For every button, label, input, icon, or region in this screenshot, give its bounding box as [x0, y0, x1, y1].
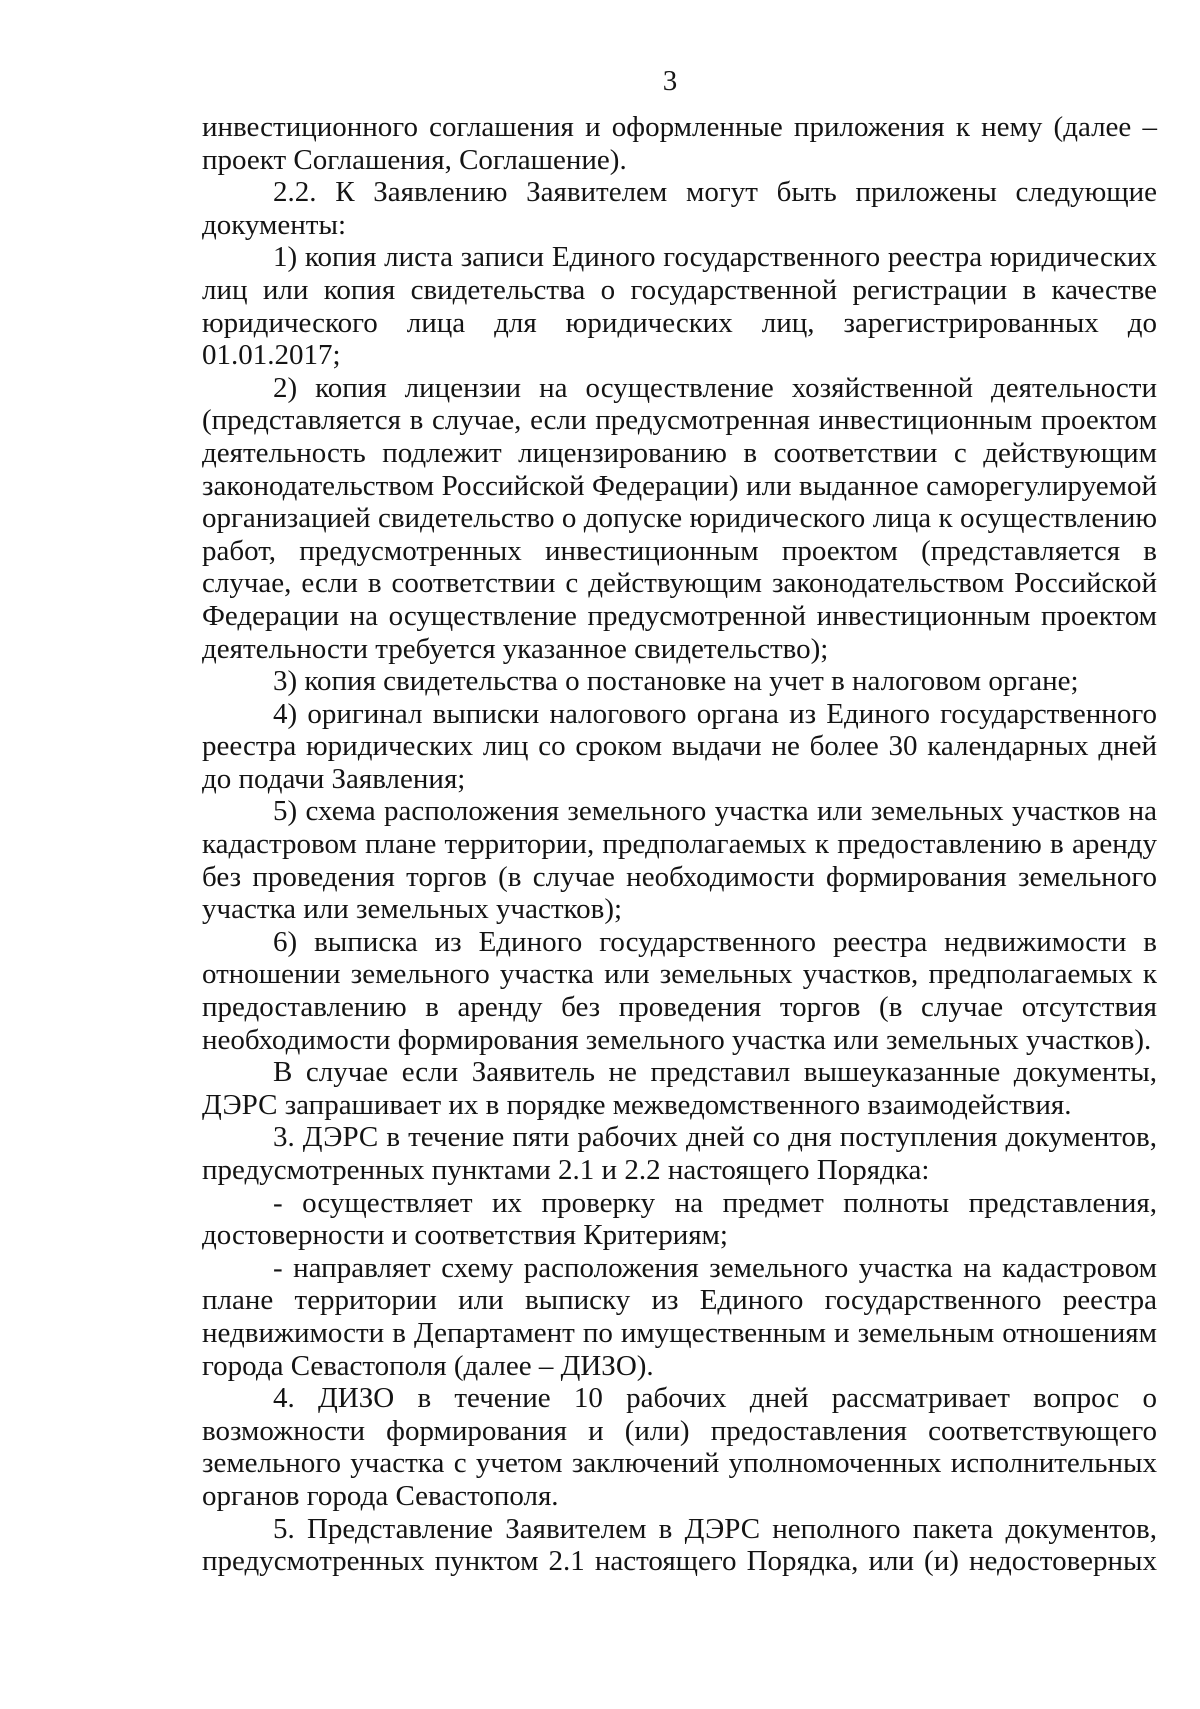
paragraph: 2) копия лицензии на осуществление хозяйственной деятельности (представляется в случае, если предусмотренная инвестиционным проектом деятельность подлежит лицензированию в соответствии с действующим законодательством Российской Федерации) или выданное саморегулируемой организацией свидетельство о допуске юридического лица к осуществлению работ, предусмотренных инвестиционным проектом (представляется в случае, если в соответствии с действующим законодательством Российской Федерации на осуществление предусмотренной инвестиционным проектом деятельности требуется указанное свидетельство);: [202, 371, 1157, 665]
paragraph: инвестиционного соглашения и оформленные приложения к нему (далее – проект Соглашения, Соглашение).: [202, 111, 1157, 176]
paragraph: 3. ДЭРС в течение пяти рабочих дней со дня поступления документов, предусмотренных пунктами 2.1 и 2.2 настоящего Порядка:: [202, 1121, 1157, 1186]
paragraph: В случае если Заявитель не представил вышеуказанные документы, ДЭРС запрашивает их в порядке межведомственного взаимодействия.: [202, 1056, 1157, 1121]
paragraph: 2.2. К Заявлению Заявителем могут быть приложены следующие документы:: [202, 176, 1157, 241]
document-body: [202, 111, 1157, 1578]
paragraph: - направляет схему расположения земельного участка на кадастровом плане территории или выписку из Единого государственного реестра недвижимости в Департамент по имущественным и земельным отношениям города Севастополя (далее – ДИЗО).: [202, 1251, 1157, 1382]
paragraph: 1) копия листа записи Единого государственного реестра юридических лиц или копия свидетельства о государственной регистрации в качестве юридического лица для юридических лиц, зарегистрированных до 01.01.2017;: [202, 241, 1157, 372]
paragraph: 5) схема расположения земельного участка или земельных участков на кадастровом плане территории, предполагаемых к предоставлению в аренду без проведения торгов (в случае необходимости формирования земельного участка или земельных участков);: [202, 795, 1157, 926]
paragraph: 6) выписка из Единого государственного реестра недвижимости в отношении земельного участка или земельных участков, предполагаемых к предоставлению в аренду без проведения торгов (в случае отсутствия необходимости формирования земельного участка или земельных участков).: [202, 925, 1157, 1056]
paragraph: - осуществляет их проверку на предмет полноты представления, достоверности и соответствия Критериям;: [202, 1186, 1157, 1252]
paragraph: 5. Представление Заявителем в ДЭРС неполного пакета документов, предусмотренных пунктом 2.1 настоящего Порядка, или (и) недостоверных: [202, 1512, 1157, 1578]
page-number: 3: [662, 65, 678, 97]
paragraph: 3) копия свидетельства о постановке на учет в налоговом органе;: [273, 665, 1079, 698]
paragraph: 4. ДИЗО в течение 10 рабочих дней рассматривает вопрос о возможности формирования и (или) предоставления соответствующего земельного участка с учетом заключений уполномоченных исполнительных органов города Севастополя.: [202, 1382, 1157, 1512]
paragraph: 4) оригинал выписки налогового органа из Единого государственного реестра юридических лиц со сроком выдачи не более 30 календарных дней до подачи Заявления;: [202, 697, 1157, 795]
